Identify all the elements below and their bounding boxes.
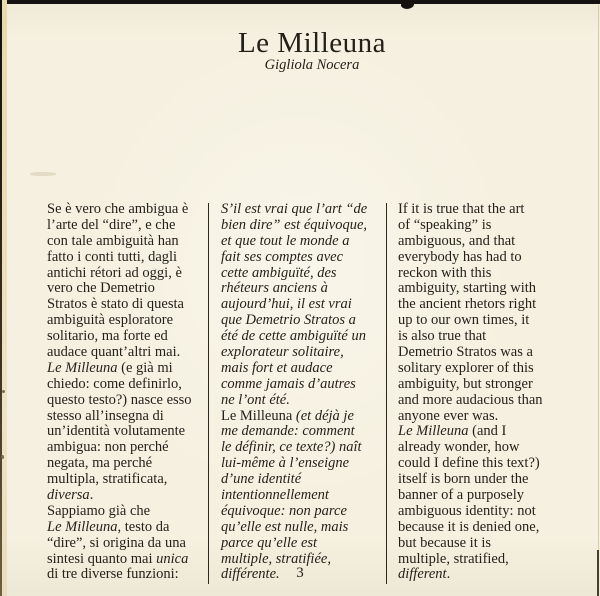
text-line: que Demetrio Stratos a [221, 312, 356, 329]
text-line: Sappiamo già che [47, 502, 151, 519]
text-line: solitario, ma forte ed [47, 328, 168, 345]
text-line: of “speaking” is [398, 216, 492, 233]
text-line: but because it is [398, 534, 492, 551]
text-line: et que tout le monde a [221, 232, 350, 249]
text-line: différente. [221, 566, 280, 583]
text-line: multiple, stratified, [398, 550, 509, 567]
text-line: rhéteurs anciens à [221, 280, 328, 297]
text-line: mais fort et audace [221, 359, 333, 376]
text-line: fait ses comptes avec [221, 248, 344, 265]
text-line: anyone ever was. [398, 407, 499, 424]
page-author: Gigliola Nocera [264, 57, 360, 73]
text-line: bien dire” est équivoque, [221, 216, 368, 233]
text-line: ambiguous, and that [398, 232, 516, 249]
text-line: ambiguity, but stronger [398, 375, 533, 392]
text-line: itself is born under the [398, 471, 529, 488]
text-line: d’une identité [221, 471, 302, 488]
text-line: Le Milleuna (and I [398, 423, 507, 440]
text-line: explorateur solitaire, [221, 344, 344, 361]
text-line: multiple, stratifiée, [221, 550, 331, 567]
text-line: Le Milleuna (e già mi [47, 359, 173, 376]
text-line: could I define this text?) [398, 455, 540, 472]
text-line: stesso all’insegna di [47, 407, 164, 424]
column-english [398, 202, 568, 583]
text-line: Le Milleuna (et déjà je [221, 407, 354, 424]
text-line: le définir, ce texte?) naît [221, 439, 362, 456]
text-line: qu’elle est nulle, mais [221, 518, 349, 535]
text-line: intentionnellement [221, 487, 329, 504]
text-line: aujourd’hui, il est vrai [221, 296, 352, 313]
page-number: 3 [296, 565, 304, 581]
text-line: “dire”, si origina da una [47, 534, 186, 551]
text-line: antichi rétori ad oggi, è [47, 264, 182, 281]
text-line: multipla, stratificata, [47, 471, 168, 488]
text-line: audace quant’altri mai. [47, 344, 181, 361]
text-line: été de cette ambiguïté un [221, 328, 366, 345]
text-line: diversa. [47, 487, 94, 504]
text-line: banner of a purposely [398, 487, 525, 504]
text-line: Le Milleuna, testo da [47, 518, 170, 535]
text-line: negata, ma perché [47, 455, 153, 472]
text-line: If it is true that the art [398, 201, 525, 217]
column-divider-left [208, 203, 209, 584]
text-line: everybody has had to [398, 248, 522, 265]
text-line: parce qu’elle est [221, 534, 318, 551]
text-line: un’identità volutamente [47, 423, 186, 440]
text-line: sintesi quanto mai unica [47, 550, 189, 567]
text-line: me demande: comment [221, 423, 355, 440]
text-line: and more audacious than [398, 391, 543, 408]
text-line: vero che Demetrio [47, 280, 155, 297]
text-line: Demetrio Stratos was a [398, 344, 533, 361]
text-line: ambiguità esploratore [47, 312, 174, 329]
text-line: chiedo: come definirlo, [47, 375, 182, 392]
text-line: is also true that [398, 328, 487, 345]
text-line: lui-même à l’enseigne [221, 455, 350, 472]
text-line: ambigua: non perché [47, 439, 169, 456]
scan-edge-notch [400, 0, 414, 9]
text-line: l’arte del “dire”, e che [47, 216, 176, 233]
text-line: reckon with this [398, 264, 492, 281]
text-line: di tre diverse funzioni: [47, 566, 179, 583]
text-line: fatto i conti tutti, dagli [47, 248, 178, 265]
scan-edge-left-tan [2, 0, 7, 596]
page-title: Le Milleuna [237, 27, 387, 59]
text-line: ambiguity, starting with [398, 280, 537, 297]
text-line: already wonder, how [398, 439, 520, 456]
scan-speck [2, 390, 5, 393]
text-line: Stratos è stato di questa [47, 296, 184, 313]
scan-edge-top [0, 0, 600, 4]
scan-smudge [30, 172, 56, 176]
text-line: up to our own times, it [398, 312, 530, 329]
column-italian [47, 202, 207, 583]
text-line: different. [398, 566, 451, 583]
text-line: solitary explorer of this [398, 359, 534, 376]
column-french [221, 202, 384, 583]
text-line: ne l’ont été. [221, 391, 290, 408]
column-divider-right [386, 203, 387, 584]
text-line: Se è vero che ambigua è [47, 201, 189, 217]
text-line: because it is denied one, [398, 518, 540, 535]
text-line: the ancient rhetors right [398, 296, 537, 313]
scan-edge-right [598, 5, 599, 596]
text-line: cette ambiguïté, des [221, 264, 337, 281]
text-line: questo testo?) nasce esso [47, 391, 192, 408]
scan-speck [1, 455, 4, 459]
text-line: ambiguous identity: not [398, 502, 536, 519]
text-line: équivoque: non parce [221, 502, 347, 519]
text-line: S’il est vrai que l’art “de [221, 201, 368, 217]
text-line: comme jamais d’autres [221, 375, 356, 392]
text-line: con tale ambiguità han [47, 232, 179, 249]
